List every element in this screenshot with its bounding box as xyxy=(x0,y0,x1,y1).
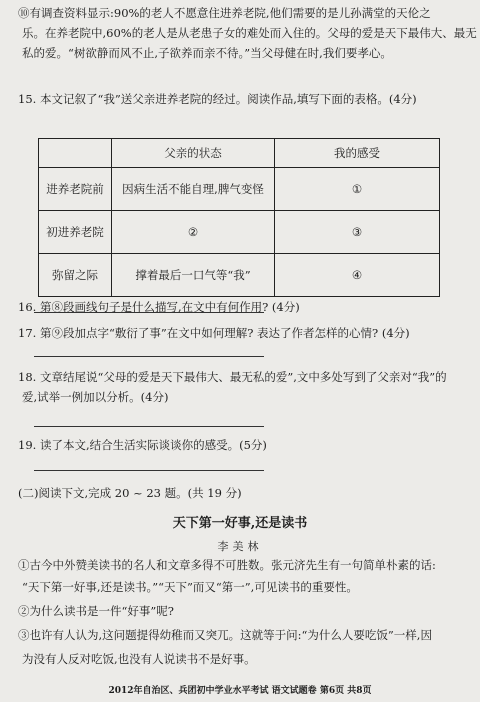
para10-line1: ⑩有调查资料显示:90%的老人不愿意住进养老院,他们需要的是儿孙满堂的天伦之 xyxy=(18,6,431,20)
table-cell-stage: 进养老院前 xyxy=(39,168,112,211)
table-header-row xyxy=(39,139,440,168)
table-cell-status: 因病生活不能自理,脾气变怪 xyxy=(112,168,275,211)
table-row xyxy=(39,168,440,211)
section-2-heading: (二)阅读下文,完成 20 ~ 23 题。(共 19 分) xyxy=(18,486,242,500)
table-row xyxy=(39,211,440,254)
table-cell-feeling[interactable]: ④ xyxy=(275,254,440,297)
article-p3-line2: 为没有人反对吃饭,也没有人说读书不是好事。 xyxy=(22,652,256,666)
page-footer: 2012年自治区、兵团初中学业水平考试 语文试题卷 第6页 共8页 xyxy=(108,686,372,696)
question-18-line2: 爱,试举一例加以分析。(4分) xyxy=(22,390,169,404)
answer-line-17[interactable] xyxy=(34,356,264,357)
para10-line3: 私的爱。“树欲静而风不止,子欲养而亲不待。”当父母健在时,我们要孝心。 xyxy=(22,46,392,60)
table-cell-status: 撑着最后一口气等“我” xyxy=(112,254,275,297)
table-header-status: 父亲的状态 xyxy=(112,139,275,168)
table-cell-feeling[interactable]: ③ xyxy=(275,211,440,254)
table-cell-stage: 弥留之际 xyxy=(39,254,112,297)
question-15: 15. 本文记叙了“我”送父亲进养老院的经过。阅读作品,填写下面的表格。(4分) xyxy=(18,92,417,106)
question-18-line1: 18. 文章结尾说“父母的爱是天下最伟大、最无私的爱”,文中多处写到了父亲对“我”的 xyxy=(18,370,447,384)
table-cell-stage: 初进养老院 xyxy=(39,211,112,254)
answer-line-18[interactable] xyxy=(34,426,264,427)
question-19: 19. 读了本文,结合生活实际谈谈你的感受。(5分) xyxy=(18,438,267,452)
question-16: 16. 第⑧段画线句子是什么描写,在文中有何作用? (4分) xyxy=(18,300,300,314)
article-author: 李美林 xyxy=(217,540,263,553)
table-header-feeling: 我的感受 xyxy=(275,139,440,168)
question-17: 17. 第⑨段加点字“敷衍了事”在文中如何理解? 表达了作者怎样的心情? (4分) xyxy=(18,326,410,340)
table-cell-feeling[interactable]: ① xyxy=(275,168,440,211)
article-p2: ②为什么读书是一件“好事”呢? xyxy=(18,604,174,618)
article-p1-line1: ①古今中外赞美读书的名人和文章多得不可胜数。张元济先生有一句简单朴素的话: xyxy=(18,558,436,572)
article-p3-line1: ③也许有人认为,这问题提得幼稚而又突兀。这就等于问:“为什么人要吃饭”一样,因 xyxy=(18,628,432,642)
article-p1-line2: “天下第一好事,还是读书。”“天下”而又“第一”,可见读书的重要性。 xyxy=(22,580,358,594)
answer-table xyxy=(38,138,440,297)
table-header-blank xyxy=(39,139,112,168)
answer-line-19[interactable] xyxy=(34,470,264,471)
article-title: 天下第一好事,还是读书 xyxy=(172,516,308,531)
para10-line2: 乐。在养老院中,60%的老人是从老患子女的难处而入住的。父母的爱是天下最伟大、最无 xyxy=(22,26,477,40)
answer-line-16[interactable] xyxy=(34,312,264,313)
table-cell-status[interactable]: ② xyxy=(112,211,275,254)
table-row xyxy=(39,254,440,297)
